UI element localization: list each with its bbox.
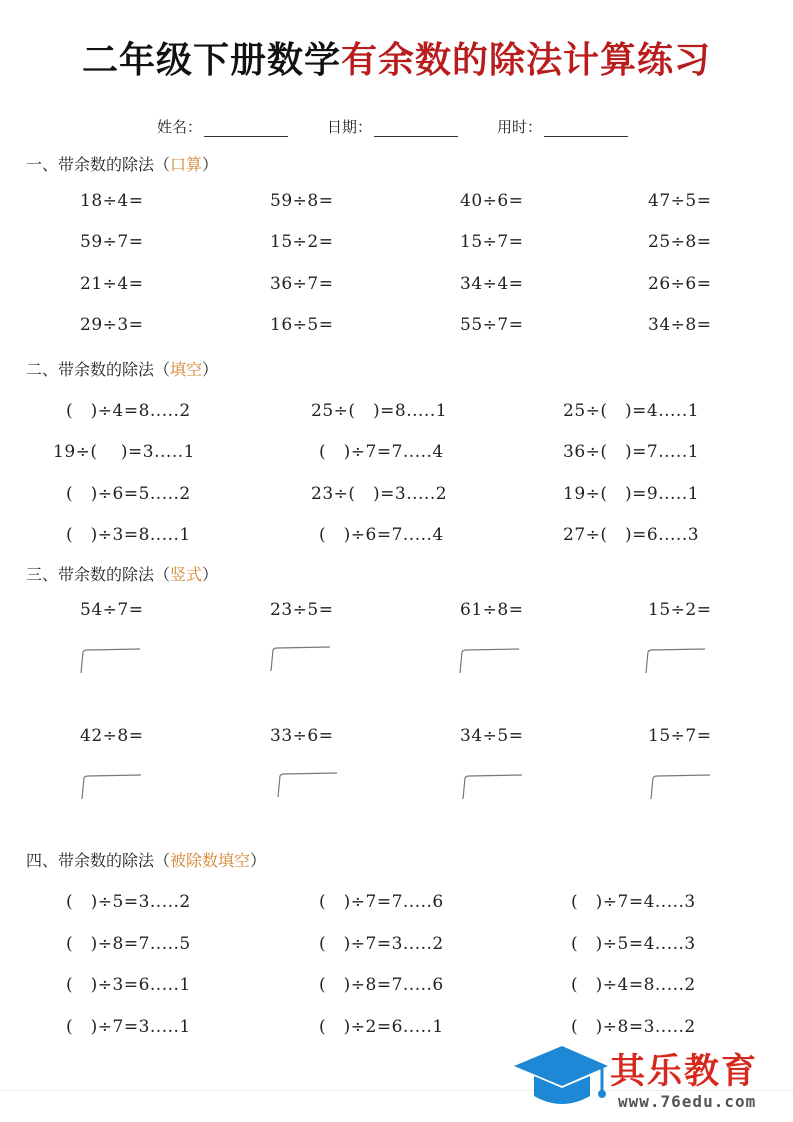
section-1-highlight: 口算: [170, 155, 203, 174]
problem: ( )÷2=6.....1: [319, 1017, 444, 1037]
section-4-header: [26, 848, 266, 871]
name-label: 姓名：: [157, 118, 203, 136]
section-2-header: [26, 357, 218, 380]
section-3-highlight: 竖式: [170, 565, 203, 584]
long-division-bracket[interactable]: [457, 648, 523, 674]
section-3-prefix: 三、带余数的除法（: [26, 565, 171, 584]
problem: 18÷4=: [80, 191, 144, 211]
problem: 59÷8=: [270, 191, 334, 211]
name-field[interactable]: [157, 116, 288, 137]
problem: ( )÷7=7.....4: [319, 442, 444, 462]
time-field[interactable]: [497, 116, 628, 137]
problem: 34÷5=: [460, 726, 524, 746]
problem: 34÷4=: [460, 274, 524, 294]
date-blank-line[interactable]: [374, 120, 458, 137]
date-field[interactable]: [327, 116, 458, 137]
section-4-highlight: 被除数填空: [170, 851, 251, 870]
problem: ( )÷7=3.....2: [319, 934, 444, 954]
section-4-prefix: 四、带余数的除法（: [26, 851, 171, 870]
long-division-bracket[interactable]: [275, 772, 341, 798]
section-2-prefix: 二、带余数的除法（: [26, 360, 171, 379]
problem: 33÷6=: [270, 726, 334, 746]
problem: 15÷7=: [460, 232, 524, 252]
date-label: 日期：: [327, 118, 373, 136]
section-3-header: [26, 562, 218, 585]
problem: 25÷( )=8.....1: [311, 401, 448, 421]
problem: 59÷7=: [80, 232, 144, 252]
title-part-1: 二年级下册数学: [81, 40, 341, 81]
title-part-2: 有余数的除法计算练习: [341, 40, 712, 81]
graduation-cap-icon: [510, 1040, 610, 1118]
long-division-bracket[interactable]: [78, 648, 144, 674]
section-2-highlight: 填空: [170, 360, 203, 379]
problem: 25÷( )=4.....1: [563, 401, 700, 421]
long-division-bracket[interactable]: [648, 774, 714, 800]
section-4-suffix: ）: [250, 851, 267, 870]
problem: ( )÷6=7.....4: [319, 525, 444, 545]
problem: ( )÷3=6.....1: [66, 975, 191, 995]
problem: 15÷2=: [648, 600, 712, 620]
section-1-header: [26, 152, 218, 175]
problem: 47÷5=: [648, 191, 712, 211]
problem: ( )÷4=8.....2: [66, 401, 191, 421]
problem: 55÷7=: [460, 315, 524, 335]
problem: ( )÷7=4.....3: [571, 892, 696, 912]
problem: ( )÷8=3.....2: [571, 1017, 696, 1037]
problem: ( )÷6=5.....2: [66, 484, 191, 504]
student-info-row: [0, 116, 793, 140]
problem: 42÷8=: [80, 726, 144, 746]
problem: 36÷7=: [270, 274, 334, 294]
problem: 15÷2=: [270, 232, 334, 252]
long-division-bracket[interactable]: [268, 646, 334, 672]
brand-logo: [510, 1040, 785, 1118]
problem: 19÷( )=3.....1: [53, 442, 195, 462]
problem: ( )÷7=3.....1: [66, 1017, 191, 1037]
brand-name: 其乐教育: [610, 1052, 759, 1092]
problem: 23÷5=: [270, 600, 334, 620]
problem: 19÷( )=9.....1: [563, 484, 700, 504]
problem: ( )÷5=3.....2: [66, 892, 191, 912]
brand-url: www.76edu.com: [618, 1092, 757, 1111]
problem: 40÷6=: [460, 191, 524, 211]
page-title: [0, 32, 793, 83]
problem: ( )÷3=8.....1: [66, 525, 191, 545]
problem: 23÷( )=3.....2: [311, 484, 448, 504]
problem: 25÷8=: [648, 232, 712, 252]
problem: ( )÷8=7.....5: [66, 934, 191, 954]
time-blank-line[interactable]: [544, 120, 628, 137]
problem: 26÷6=: [648, 274, 712, 294]
problem: 15÷7=: [648, 726, 712, 746]
long-division-bracket[interactable]: [79, 774, 145, 800]
problem: 29÷3=: [80, 315, 144, 335]
time-label: 用时：: [497, 118, 543, 136]
section-2-suffix: ）: [202, 360, 219, 379]
problem: 36÷( )=7.....1: [563, 442, 700, 462]
long-division-bracket[interactable]: [460, 774, 526, 800]
problem: ( )÷5=4.....3: [571, 934, 696, 954]
section-1-prefix: 一、带余数的除法（: [26, 155, 171, 174]
problem: 16÷5=: [270, 315, 334, 335]
problem: 61÷8=: [460, 600, 524, 620]
problem: 34÷8=: [648, 315, 712, 335]
problem: 27÷( )=6.....3: [563, 525, 700, 545]
name-blank-line[interactable]: [204, 120, 288, 137]
section-1-suffix: ）: [202, 155, 219, 174]
problem: ( )÷8=7.....6: [319, 975, 444, 995]
problem: 54÷7=: [80, 600, 144, 620]
problem: ( )÷4=8.....2: [571, 975, 696, 995]
problem: 21÷4=: [80, 274, 144, 294]
long-division-bracket[interactable]: [643, 648, 709, 674]
section-3-suffix: ）: [202, 565, 219, 584]
problem: ( )÷7=7.....6: [319, 892, 444, 912]
